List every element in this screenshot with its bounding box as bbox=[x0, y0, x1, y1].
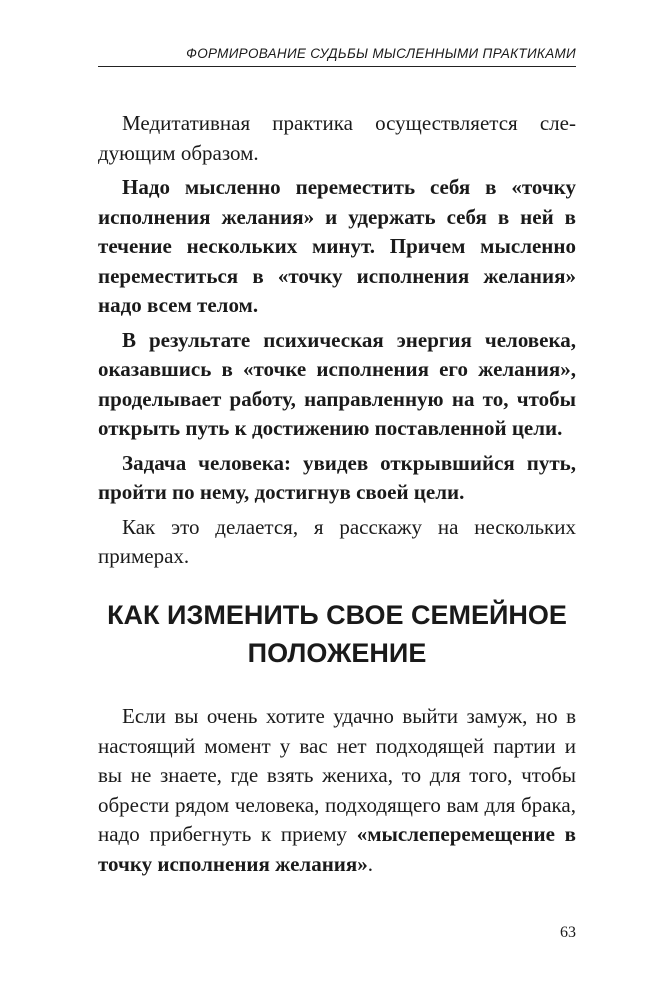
paragraph-6 bbox=[98, 702, 576, 879]
paragraph-5: Как это делается, я расскажу на нескольких примерах. bbox=[98, 514, 576, 568]
running-title: ФОРМИРОВАНИЕ СУДЬБЫ МЫСЛЕННЫМИ ПРАКТИКАМИ bbox=[186, 46, 576, 61]
page-number: 63 bbox=[560, 924, 576, 941]
paragraph-6-bold-term: «мыслеперемещение в точку исполнения желания» bbox=[98, 822, 576, 876]
section-heading-line-2: ПОЛОЖЕНИЕ bbox=[247, 638, 427, 668]
paragraph-4: Задача человека: увидев открывшийся путь, пройти по нему, достигнув своей цели. bbox=[98, 450, 576, 504]
paragraph-3: В результате психическая энергия человека, оказавшись в «точке исполнения его желания», проделывает работу, направленную на то, чтобы открыть путь к достижению поставленной цели. bbox=[98, 327, 576, 440]
section-1-body bbox=[98, 109, 576, 577]
section-heading-line-1: КАК ИЗМЕНИТЬ СВОЕ СЕМЕЙНОЕ bbox=[107, 600, 567, 630]
section-heading bbox=[98, 596, 576, 672]
header-rule bbox=[98, 66, 576, 67]
paragraph-2: Надо мысленно переместить себя в «точку исполнения желания» и удержать себя в ней в течение нескольких минут. Причем мысленно переместиться в «точку исполнения желания» надо всем телом. bbox=[98, 175, 576, 317]
paragraph-6-end: . bbox=[367, 851, 374, 876]
section-2-body bbox=[98, 702, 576, 884]
paragraph-1: Медитативная практика осуществляется следующим образом. bbox=[98, 111, 576, 165]
paragraph-6-text: Если вы очень хотите удачно выйти замуж, но в настоящий момент у вас нет подходящей партии и вы не знаете, где взять жениха, то для того, чтобы обрести рядом человека, подходящего вам для брака, надо прибегнуть к приему bbox=[98, 704, 576, 846]
